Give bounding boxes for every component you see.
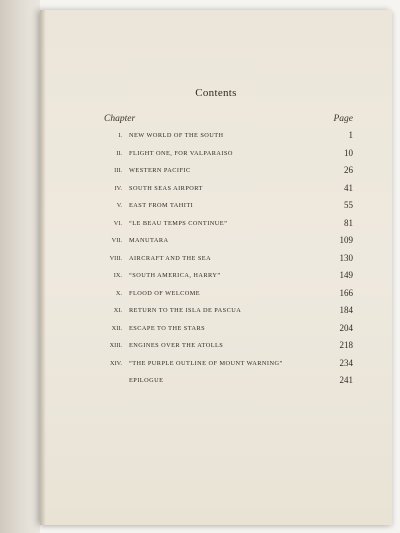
- contents-row: [40, 129, 392, 143]
- chapter-title: “SOUTH AMERICA, HARRY”: [129, 272, 221, 279]
- page-number: 204: [339, 322, 353, 333]
- page-number: 10: [344, 147, 353, 158]
- contents-row: [40, 147, 392, 161]
- chapter-number: XII.: [111, 324, 122, 332]
- contents-row: [40, 252, 392, 266]
- contents-row: [40, 304, 392, 318]
- chapter-title: RETURN TO THE ISLA DE PASCUA: [129, 307, 242, 314]
- page-number: 149: [339, 270, 353, 280]
- chapter-number: III.: [114, 167, 122, 174]
- chapter-number: IX.: [113, 272, 122, 279]
- contents-row: [40, 217, 392, 231]
- chapter-title: “LE BEAU TEMPS CONTINUE”: [129, 219, 228, 227]
- page-number: 26: [344, 165, 353, 175]
- chapter-number: IV.: [114, 184, 122, 192]
- page-number: 130: [339, 252, 353, 263]
- page-number: 241: [339, 375, 353, 385]
- contents-row: [40, 234, 392, 248]
- contents-row: [40, 357, 392, 371]
- contents-row: [40, 374, 392, 388]
- page-number: 41: [344, 182, 353, 193]
- page-number: 81: [344, 217, 353, 228]
- contents-page: [40, 10, 392, 525]
- chapter-title: AIRCRAFT AND THE SEA: [129, 254, 212, 262]
- chapter-title: EPILOGUE: [129, 377, 164, 384]
- chapter-title: SOUTH SEAS AIRPORT: [129, 184, 203, 192]
- contents-row: [40, 287, 392, 301]
- chapter-number: VI.: [113, 219, 122, 227]
- chapter-title: EAST FROM TAHITI: [129, 202, 194, 209]
- chapter-number: VII.: [111, 237, 122, 244]
- page-number: 109: [339, 235, 353, 245]
- chapter-number: XIV.: [110, 359, 122, 367]
- page-number: 1: [348, 130, 353, 140]
- chapter-number: X.: [115, 289, 122, 297]
- chapter-title: MANUTARA: [129, 237, 169, 244]
- chapter-title: NEW WORLD OF THE SOUTH: [129, 132, 224, 139]
- chapter-column-header: Chapter: [104, 114, 136, 124]
- chapter-number: XIII.: [109, 342, 122, 349]
- page-number: 55: [344, 200, 353, 210]
- contents-row: [40, 322, 392, 336]
- contents-row: [40, 199, 392, 213]
- chapter-title: “THE PURPLE OUTLINE OF MOUNT WARNING”: [129, 359, 283, 367]
- chapter-title: WESTERN PACIFIC: [129, 167, 191, 174]
- page-number: 234: [339, 357, 353, 368]
- contents-row: [40, 269, 392, 283]
- page-number: 218: [339, 340, 353, 350]
- contents-row: [40, 182, 392, 196]
- page-number: 166: [339, 287, 353, 298]
- chapter-number: II.: [116, 149, 122, 157]
- contents-row: [40, 339, 392, 353]
- chapter-title: ENGINES OVER THE ATOLLS: [129, 342, 224, 349]
- page-gutter-shadow: [40, 10, 46, 525]
- page-title: Contents: [195, 87, 237, 99]
- chapter-title: FLOOD OF WELCOME: [129, 289, 201, 297]
- chapter-number: XI.: [113, 307, 122, 314]
- chapter-number: I.: [118, 132, 122, 139]
- contents-row: [40, 164, 392, 178]
- page-number: 184: [339, 305, 353, 315]
- chapter-title: FLIGHT ONE, FOR VALPARAISO: [129, 149, 233, 157]
- page-column-header: Page: [333, 114, 353, 124]
- book-binding-shadow: [0, 0, 40, 533]
- chapter-number: V.: [116, 202, 122, 209]
- chapter-title: ESCAPE TO THE STARS: [129, 324, 206, 332]
- chapter-number: VIII.: [109, 254, 122, 262]
